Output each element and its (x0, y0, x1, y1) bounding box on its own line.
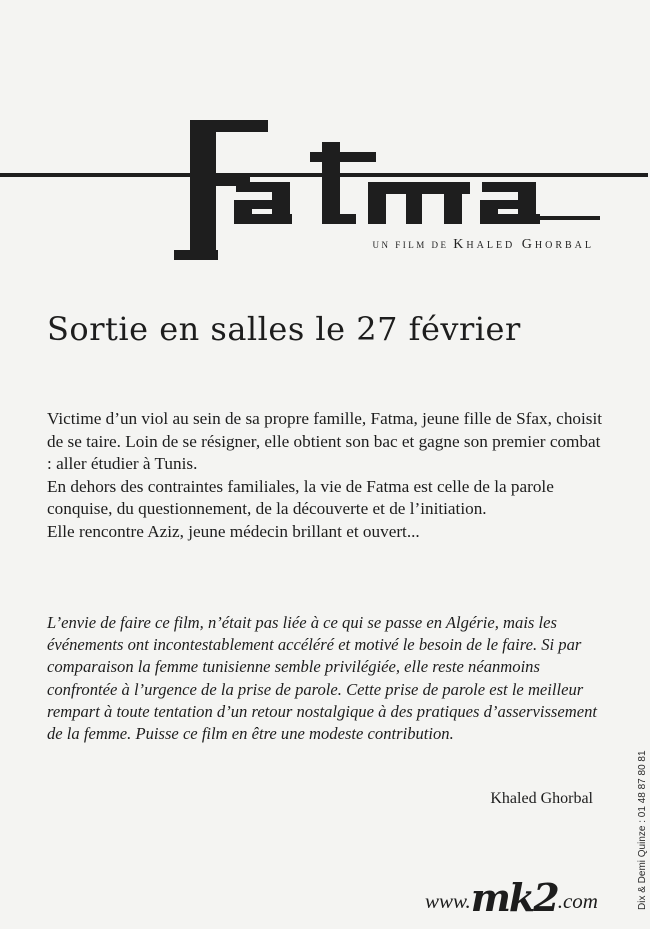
credit-prefix: UN FILM DE (372, 240, 449, 250)
website-prefix: www. (425, 889, 471, 913)
synopsis-paragraph: Elle rencontre Aziz, jeune médecin brillant et ouvert... (47, 521, 420, 541)
release-date-heading: Sortie en salles le 27 février (47, 310, 521, 348)
agency-credit: Dix & Demi Quinze : 01 48 87 80 81 (637, 750, 648, 910)
quote-signature: Khaled Ghorbal (490, 790, 593, 807)
website-link[interactable] (425, 875, 598, 920)
film-title (180, 100, 181, 101)
synopsis-paragraph: En dehors des contraintes familiales, la vie de Fatma est celle de la parole conquise, du questionnement, de la découverte et de l’initiation. (47, 476, 554, 519)
director-credit (373, 237, 594, 253)
director-name: Khaled Ghorbal (453, 237, 594, 252)
director-quote: L’envie de faire ce film, n’était pas liée à ce qui se passe en Algérie, mais les événements ont incontestablement accéléré et motivé le besoin de le faire. Si par comparaison la femme tunisienne semble privilégiée, elle reste néanmoins confrontée à l’urgence de la prise de parole. Cette prise de parole est le meilleur rempart à toute tentation d’un retour nostalgique à des pratiques d’asservissement de la femme. Puisse ce film en être une modeste contribution. (47, 613, 597, 744)
mk2-logo: mk2 (470, 875, 558, 920)
synopsis-paragraph: Victime d’un viol au sein de sa propre famille, Fatma, jeune fille de Sfax, choisit de se taire. Loin de se résigner, elle obtient son bac et gagne son premier combat : aller étudier à Tunis. (47, 409, 603, 474)
website-suffix: .com (557, 889, 598, 913)
synopsis (47, 408, 607, 544)
